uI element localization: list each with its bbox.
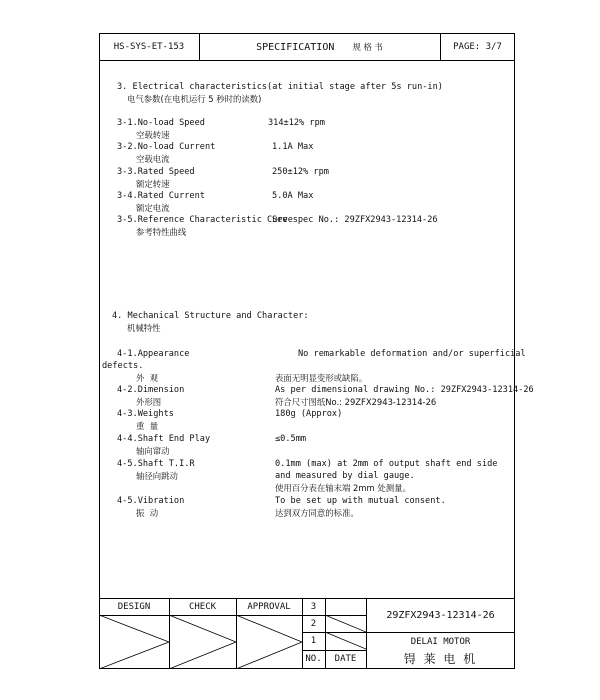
no-label: NO.	[305, 654, 322, 664]
item-4-5-tir-label: 4-5.Shaft T.I.R	[117, 459, 195, 469]
header-divider	[199, 33, 200, 61]
item-4-4-value: ≤0.5mm	[275, 434, 307, 444]
item-4-5-tir-value-2: and measured by dial gauge.	[275, 471, 415, 481]
item-3-4-label-cn: 额定电流	[136, 203, 170, 213]
item-4-2-value: As per dimensional drawing No.: 29ZFX2943-12314-26	[275, 385, 534, 395]
revision-3: 3	[310, 602, 317, 612]
company-name-cn: 锝 莱 电 机	[403, 652, 478, 666]
page-number: PAGE: 3/7	[440, 33, 515, 61]
item-4-5-tir-value-1: 0.1mm (max) at 2mm of output shaft end side	[275, 459, 498, 469]
item-4-5-vibration-label: 4-5.Vibration	[117, 496, 185, 506]
approval-label: APPROVAL	[247, 602, 291, 612]
item-3-4-label: 3-4.Rated Current	[117, 191, 205, 201]
check-label: CHECK	[188, 602, 217, 612]
design-label: DESIGN	[117, 602, 151, 612]
item-3-2-label: 3-2.No-load Current	[117, 142, 216, 152]
item-4-5-vibration-value: To be set up with mutual consent.	[275, 496, 446, 506]
title-cn: 规 格 书	[352, 42, 383, 52]
item-3-3-label-cn: 额定转速	[136, 179, 170, 189]
company-name: DELAI MOTOR	[410, 637, 471, 647]
item-4-1-label: 4-1.Appearance	[117, 349, 190, 359]
item-3-5-label: 3-5.Reference Characteristic Curve	[117, 215, 293, 225]
revision-2: 2	[310, 619, 317, 629]
item-3-3-value: 250±12% rpm	[272, 167, 329, 177]
section4-heading: 4. Mechanical Structure and Character:	[112, 311, 309, 321]
item-4-3-label: 4-3.Weights	[117, 409, 174, 419]
date-label: DATE	[334, 654, 357, 664]
item-4-2-value-cn: 符合尺寸图纸No.: 29ZFX2943-12314-26	[275, 397, 437, 407]
item-4-3-value: 180g (Approx)	[275, 409, 343, 419]
item-3-2-value: 1.1A Max	[272, 142, 314, 152]
doc-code: HS-SYS-ET-153	[99, 33, 199, 61]
item-4-3-label-cn: 重 量	[136, 421, 159, 431]
item-4-5-vibration-label-cn: 振 动	[136, 508, 159, 518]
item-3-5-label-cn: 参考特性曲线	[136, 227, 187, 237]
item-4-1-value: No remarkable deformation and/or superficial	[298, 349, 526, 359]
revision-1: 1	[310, 636, 317, 646]
item-4-5-tir-value-cn: 使用百分表在轴末端 2mm 处测量。	[275, 483, 411, 493]
header-divider	[440, 33, 441, 61]
section3-heading-cn: 电气参数(在电机运行 5 秒时的读数)	[127, 94, 262, 104]
section4-heading-cn: 机械特性	[127, 323, 161, 333]
item-4-5-tir-label-cn: 轴径向跳动	[136, 471, 178, 481]
item-3-1-label-cn: 空载转速	[136, 130, 170, 140]
item-4-2-label: 4-2.Dimension	[117, 385, 185, 395]
item-4-4-label: 4-4.Shaft End Play	[117, 434, 211, 444]
item-4-1-value-cn: 表面无明显变形或缺陷。	[275, 373, 368, 383]
item-3-1-value: 314±12% rpm	[268, 118, 325, 128]
item-4-1-value-wrap: defects.	[102, 361, 144, 371]
item-3-5-value: See spec No.: 29ZFX2943-12314-26	[272, 215, 438, 225]
spec-number: 29ZFX2943-12314-26	[386, 610, 495, 621]
section3-heading: 3. Electrical characteristics(at initial stage after 5s run-in)	[117, 82, 443, 92]
item-4-1-label-cn: 外 观	[136, 373, 159, 383]
item-3-3-label: 3-3.Rated Speed	[117, 167, 195, 177]
item-4-4-label-cn: 轴向窜动	[136, 446, 170, 456]
item-3-4-value: 5.0A Max	[272, 191, 314, 201]
item-3-2-label-cn: 空载电流	[136, 154, 170, 164]
item-4-2-label-cn: 外形图	[136, 397, 162, 407]
title-en: SPECIFICATION	[256, 42, 335, 53]
page-title	[199, 33, 440, 61]
item-4-5-vibration-value-cn: 达到双方同意的标准。	[275, 508, 359, 518]
item-3-1-label: 3-1.No-load Speed	[117, 118, 205, 128]
